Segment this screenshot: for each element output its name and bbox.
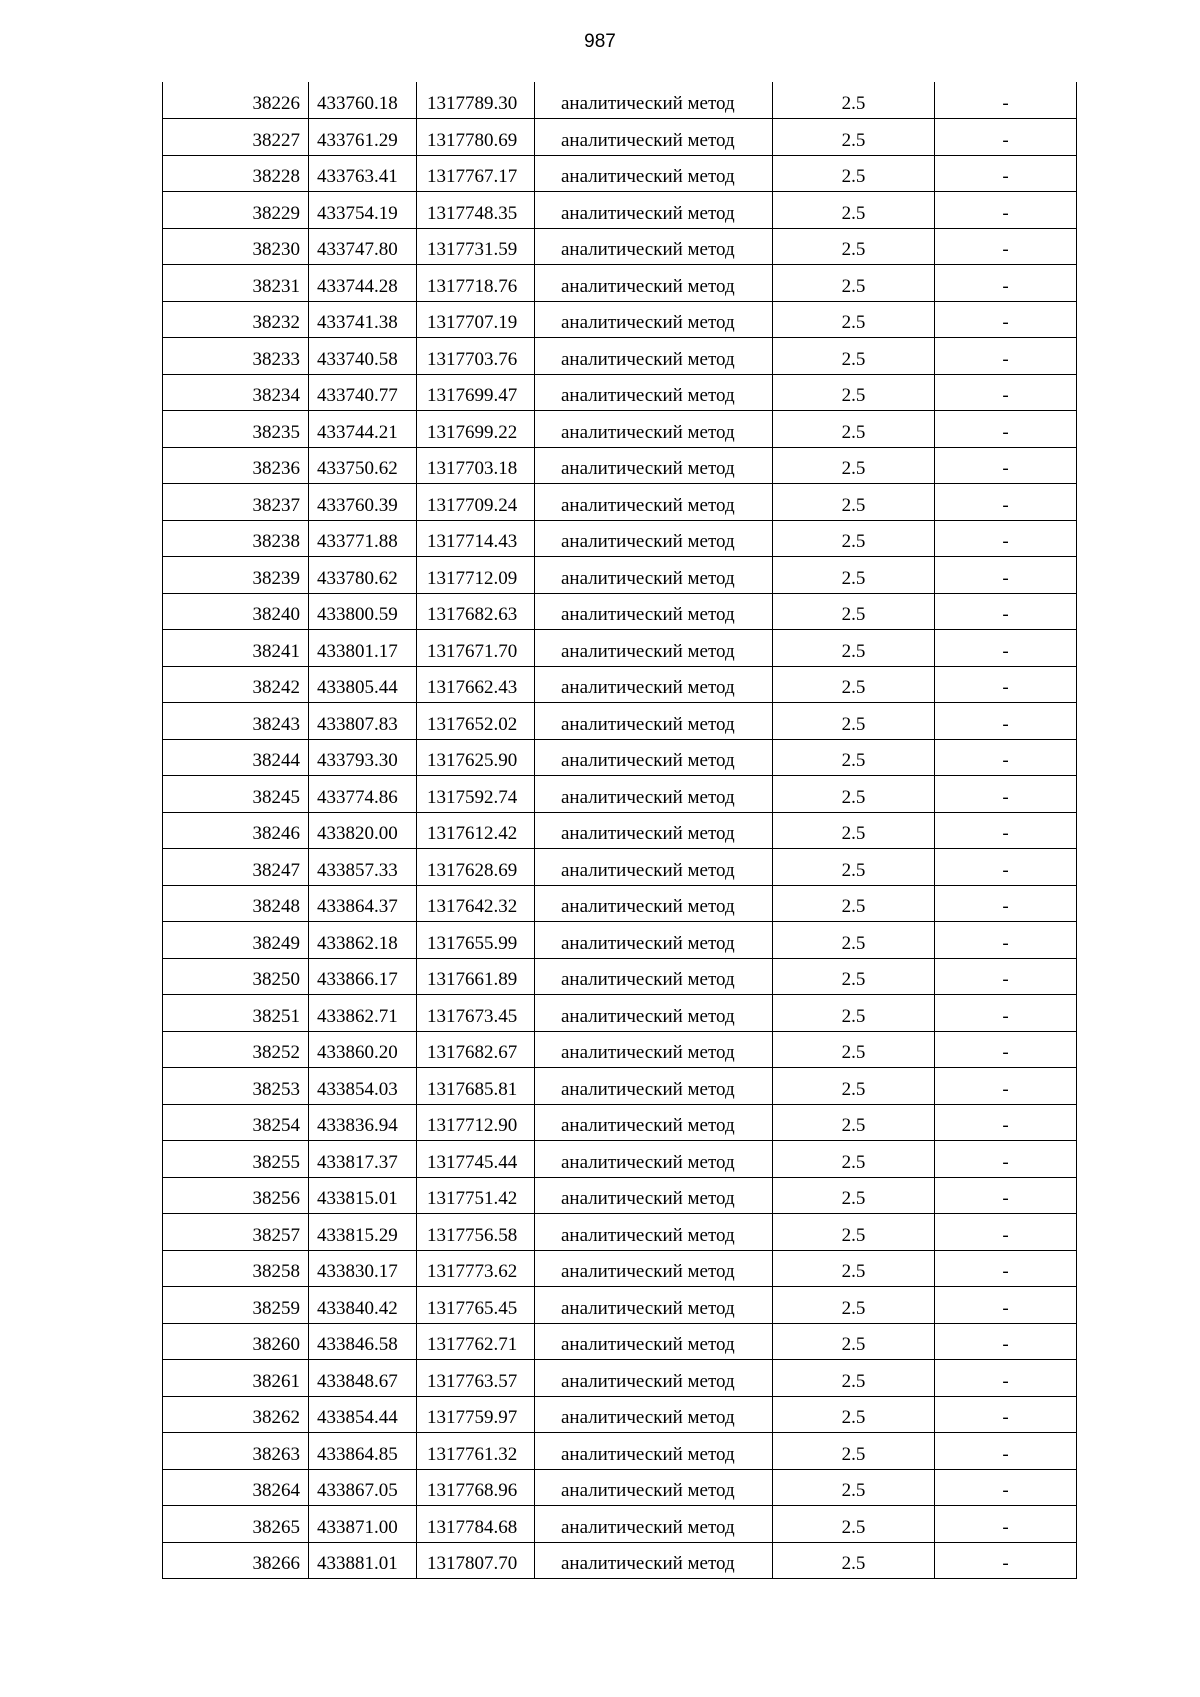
note-cell: - bbox=[935, 228, 1077, 265]
y-coordinate-cell: 1317807.70 bbox=[417, 1542, 535, 1579]
table-row bbox=[163, 1433, 1077, 1470]
accuracy-cell: 2.5 bbox=[773, 922, 935, 959]
method-cell: аналитический метод bbox=[535, 739, 773, 776]
point-number-cell: 38256 bbox=[163, 1177, 309, 1214]
point-number-cell: 38261 bbox=[163, 1360, 309, 1397]
table-row bbox=[163, 703, 1077, 740]
point-number-cell: 38257 bbox=[163, 1214, 309, 1251]
y-coordinate-cell: 1317712.90 bbox=[417, 1104, 535, 1141]
point-number-cell: 38241 bbox=[163, 630, 309, 667]
note-cell: - bbox=[935, 1214, 1077, 1251]
x-coordinate-cell: 433840.42 bbox=[309, 1287, 417, 1324]
point-number-cell: 38235 bbox=[163, 411, 309, 448]
point-number-cell: 38229 bbox=[163, 192, 309, 229]
table-row bbox=[163, 447, 1077, 484]
method-cell: аналитический метод bbox=[535, 922, 773, 959]
accuracy-cell: 2.5 bbox=[773, 338, 935, 375]
y-coordinate-cell: 1317780.69 bbox=[417, 119, 535, 156]
y-coordinate-cell: 1317718.76 bbox=[417, 265, 535, 302]
note-cell: - bbox=[935, 885, 1077, 922]
y-coordinate-cell: 1317768.96 bbox=[417, 1469, 535, 1506]
y-coordinate-cell: 1317655.99 bbox=[417, 922, 535, 959]
y-coordinate-cell: 1317682.67 bbox=[417, 1031, 535, 1068]
method-cell: аналитический метод bbox=[535, 228, 773, 265]
table-row bbox=[163, 192, 1077, 229]
point-number-cell: 38239 bbox=[163, 557, 309, 594]
y-coordinate-cell: 1317789.30 bbox=[417, 82, 535, 119]
table-body bbox=[163, 82, 1077, 1579]
y-coordinate-cell: 1317612.42 bbox=[417, 812, 535, 849]
point-number-cell: 38247 bbox=[163, 849, 309, 886]
y-coordinate-cell: 1317699.22 bbox=[417, 411, 535, 448]
x-coordinate-cell: 433836.94 bbox=[309, 1104, 417, 1141]
x-coordinate-cell: 433864.37 bbox=[309, 885, 417, 922]
accuracy-cell: 2.5 bbox=[773, 1287, 935, 1324]
accuracy-cell: 2.5 bbox=[773, 82, 935, 119]
point-number-cell: 38255 bbox=[163, 1141, 309, 1178]
x-coordinate-cell: 433741.38 bbox=[309, 301, 417, 338]
point-number-cell: 38238 bbox=[163, 520, 309, 557]
table-row bbox=[163, 82, 1077, 119]
y-coordinate-cell: 1317712.09 bbox=[417, 557, 535, 594]
table-row bbox=[163, 1469, 1077, 1506]
point-number-cell: 38233 bbox=[163, 338, 309, 375]
x-coordinate-cell: 433760.18 bbox=[309, 82, 417, 119]
note-cell: - bbox=[935, 520, 1077, 557]
table-row bbox=[163, 1214, 1077, 1251]
x-coordinate-cell: 433862.71 bbox=[309, 995, 417, 1032]
point-number-cell: 38234 bbox=[163, 374, 309, 411]
note-cell: - bbox=[935, 557, 1077, 594]
y-coordinate-cell: 1317661.89 bbox=[417, 958, 535, 995]
accuracy-cell: 2.5 bbox=[773, 812, 935, 849]
accuracy-cell: 2.5 bbox=[773, 119, 935, 156]
method-cell: аналитический метод bbox=[535, 1250, 773, 1287]
table-row bbox=[163, 1542, 1077, 1579]
x-coordinate-cell: 433860.20 bbox=[309, 1031, 417, 1068]
point-number-cell: 38243 bbox=[163, 703, 309, 740]
method-cell: аналитический метод bbox=[535, 265, 773, 302]
y-coordinate-cell: 1317707.19 bbox=[417, 301, 535, 338]
accuracy-cell: 2.5 bbox=[773, 1506, 935, 1543]
note-cell: - bbox=[935, 447, 1077, 484]
method-cell: аналитический метод bbox=[535, 1433, 773, 1470]
x-coordinate-cell: 433862.18 bbox=[309, 922, 417, 959]
point-number-cell: 38248 bbox=[163, 885, 309, 922]
y-coordinate-cell: 1317685.81 bbox=[417, 1068, 535, 1105]
x-coordinate-cell: 433871.00 bbox=[309, 1506, 417, 1543]
accuracy-cell: 2.5 bbox=[773, 447, 935, 484]
accuracy-cell: 2.5 bbox=[773, 374, 935, 411]
method-cell: аналитический метод bbox=[535, 1031, 773, 1068]
y-coordinate-cell: 1317745.44 bbox=[417, 1141, 535, 1178]
x-coordinate-cell: 433830.17 bbox=[309, 1250, 417, 1287]
x-coordinate-cell: 433815.01 bbox=[309, 1177, 417, 1214]
x-coordinate-cell: 433761.29 bbox=[309, 119, 417, 156]
note-cell: - bbox=[935, 958, 1077, 995]
y-coordinate-cell: 1317673.45 bbox=[417, 995, 535, 1032]
x-coordinate-cell: 433857.33 bbox=[309, 849, 417, 886]
point-number-cell: 38263 bbox=[163, 1433, 309, 1470]
y-coordinate-cell: 1317671.70 bbox=[417, 630, 535, 667]
x-coordinate-cell: 433744.21 bbox=[309, 411, 417, 448]
note-cell: - bbox=[935, 1068, 1077, 1105]
table-row bbox=[163, 1287, 1077, 1324]
table-row bbox=[163, 739, 1077, 776]
y-coordinate-cell: 1317652.02 bbox=[417, 703, 535, 740]
note-cell: - bbox=[935, 812, 1077, 849]
table-row bbox=[163, 1104, 1077, 1141]
point-number-cell: 38265 bbox=[163, 1506, 309, 1543]
accuracy-cell: 2.5 bbox=[773, 301, 935, 338]
x-coordinate-cell: 433866.17 bbox=[309, 958, 417, 995]
table-row bbox=[163, 265, 1077, 302]
accuracy-cell: 2.5 bbox=[773, 958, 935, 995]
point-number-cell: 38240 bbox=[163, 593, 309, 630]
table-row bbox=[163, 776, 1077, 813]
x-coordinate-cell: 433774.86 bbox=[309, 776, 417, 813]
table-row bbox=[163, 1068, 1077, 1105]
x-coordinate-cell: 433780.62 bbox=[309, 557, 417, 594]
table-row bbox=[163, 1396, 1077, 1433]
point-number-cell: 38264 bbox=[163, 1469, 309, 1506]
method-cell: аналитический метод bbox=[535, 484, 773, 521]
x-coordinate-cell: 433760.39 bbox=[309, 484, 417, 521]
method-cell: аналитический метод bbox=[535, 1068, 773, 1105]
x-coordinate-cell: 433750.62 bbox=[309, 447, 417, 484]
accuracy-cell: 2.5 bbox=[773, 1250, 935, 1287]
note-cell: - bbox=[935, 1250, 1077, 1287]
method-cell: аналитический метод bbox=[535, 630, 773, 667]
y-coordinate-cell: 1317765.45 bbox=[417, 1287, 535, 1324]
note-cell: - bbox=[935, 739, 1077, 776]
y-coordinate-cell: 1317662.43 bbox=[417, 666, 535, 703]
table-row bbox=[163, 557, 1077, 594]
note-cell: - bbox=[935, 703, 1077, 740]
page-number: 987 bbox=[584, 31, 616, 52]
accuracy-cell: 2.5 bbox=[773, 593, 935, 630]
table-row bbox=[163, 593, 1077, 630]
note-cell: - bbox=[935, 1141, 1077, 1178]
note-cell: - bbox=[935, 82, 1077, 119]
accuracy-cell: 2.5 bbox=[773, 849, 935, 886]
method-cell: аналитический метод bbox=[535, 301, 773, 338]
y-coordinate-cell: 1317748.35 bbox=[417, 192, 535, 229]
note-cell: - bbox=[935, 265, 1077, 302]
method-cell: аналитический метод bbox=[535, 411, 773, 448]
coordinates-table bbox=[162, 82, 1077, 1579]
x-coordinate-cell: 433771.88 bbox=[309, 520, 417, 557]
y-coordinate-cell: 1317703.76 bbox=[417, 338, 535, 375]
point-number-cell: 38244 bbox=[163, 739, 309, 776]
accuracy-cell: 2.5 bbox=[773, 1068, 935, 1105]
method-cell: аналитический метод bbox=[535, 593, 773, 630]
note-cell: - bbox=[935, 630, 1077, 667]
point-number-cell: 38260 bbox=[163, 1323, 309, 1360]
note-cell: - bbox=[935, 666, 1077, 703]
x-coordinate-cell: 433800.59 bbox=[309, 593, 417, 630]
point-number-cell: 38231 bbox=[163, 265, 309, 302]
point-number-cell: 38242 bbox=[163, 666, 309, 703]
accuracy-cell: 2.5 bbox=[773, 557, 935, 594]
table-row bbox=[163, 1323, 1077, 1360]
table-row bbox=[163, 1031, 1077, 1068]
y-coordinate-cell: 1317763.57 bbox=[417, 1360, 535, 1397]
accuracy-cell: 2.5 bbox=[773, 703, 935, 740]
accuracy-cell: 2.5 bbox=[773, 885, 935, 922]
accuracy-cell: 2.5 bbox=[773, 155, 935, 192]
point-number-cell: 38236 bbox=[163, 447, 309, 484]
y-coordinate-cell: 1317642.32 bbox=[417, 885, 535, 922]
point-number-cell: 38253 bbox=[163, 1068, 309, 1105]
x-coordinate-cell: 433846.58 bbox=[309, 1323, 417, 1360]
x-coordinate-cell: 433881.01 bbox=[309, 1542, 417, 1579]
x-coordinate-cell: 433805.44 bbox=[309, 666, 417, 703]
method-cell: аналитический метод bbox=[535, 82, 773, 119]
point-number-cell: 38245 bbox=[163, 776, 309, 813]
note-cell: - bbox=[935, 155, 1077, 192]
y-coordinate-cell: 1317699.47 bbox=[417, 374, 535, 411]
method-cell: аналитический метод bbox=[535, 192, 773, 229]
method-cell: аналитический метод bbox=[535, 995, 773, 1032]
x-coordinate-cell: 433848.67 bbox=[309, 1360, 417, 1397]
method-cell: аналитический метод bbox=[535, 119, 773, 156]
x-coordinate-cell: 433801.17 bbox=[309, 630, 417, 667]
point-number-cell: 38252 bbox=[163, 1031, 309, 1068]
x-coordinate-cell: 433817.37 bbox=[309, 1141, 417, 1178]
accuracy-cell: 2.5 bbox=[773, 1360, 935, 1397]
point-number-cell: 38228 bbox=[163, 155, 309, 192]
accuracy-cell: 2.5 bbox=[773, 520, 935, 557]
note-cell: - bbox=[935, 1031, 1077, 1068]
x-coordinate-cell: 433754.19 bbox=[309, 192, 417, 229]
table-row bbox=[163, 520, 1077, 557]
y-coordinate-cell: 1317759.97 bbox=[417, 1396, 535, 1433]
accuracy-cell: 2.5 bbox=[773, 776, 935, 813]
y-coordinate-cell: 1317773.62 bbox=[417, 1250, 535, 1287]
point-number-cell: 38259 bbox=[163, 1287, 309, 1324]
note-cell: - bbox=[935, 301, 1077, 338]
table-row bbox=[163, 812, 1077, 849]
table-row bbox=[163, 885, 1077, 922]
point-number-cell: 38254 bbox=[163, 1104, 309, 1141]
x-coordinate-cell: 433744.28 bbox=[309, 265, 417, 302]
y-coordinate-cell: 1317628.69 bbox=[417, 849, 535, 886]
note-cell: - bbox=[935, 1433, 1077, 1470]
method-cell: аналитический метод bbox=[535, 447, 773, 484]
point-number-cell: 38232 bbox=[163, 301, 309, 338]
method-cell: аналитический метод bbox=[535, 1177, 773, 1214]
note-cell: - bbox=[935, 338, 1077, 375]
y-coordinate-cell: 1317767.17 bbox=[417, 155, 535, 192]
method-cell: аналитический метод bbox=[535, 338, 773, 375]
accuracy-cell: 2.5 bbox=[773, 1104, 935, 1141]
x-coordinate-cell: 433763.41 bbox=[309, 155, 417, 192]
table-row bbox=[163, 1506, 1077, 1543]
method-cell: аналитический метод bbox=[535, 958, 773, 995]
note-cell: - bbox=[935, 922, 1077, 959]
point-number-cell: 38251 bbox=[163, 995, 309, 1032]
method-cell: аналитический метод bbox=[535, 374, 773, 411]
note-cell: - bbox=[935, 1323, 1077, 1360]
note-cell: - bbox=[935, 374, 1077, 411]
accuracy-cell: 2.5 bbox=[773, 1031, 935, 1068]
x-coordinate-cell: 433867.05 bbox=[309, 1469, 417, 1506]
note-cell: - bbox=[935, 995, 1077, 1032]
method-cell: аналитический метод bbox=[535, 1360, 773, 1397]
table-row bbox=[163, 119, 1077, 156]
table-row bbox=[163, 995, 1077, 1032]
method-cell: аналитический метод bbox=[535, 520, 773, 557]
note-cell: - bbox=[935, 1287, 1077, 1324]
y-coordinate-cell: 1317756.58 bbox=[417, 1214, 535, 1251]
note-cell: - bbox=[935, 1104, 1077, 1141]
table-row bbox=[163, 374, 1077, 411]
note-cell: - bbox=[935, 1396, 1077, 1433]
point-number-cell: 38249 bbox=[163, 922, 309, 959]
accuracy-cell: 2.5 bbox=[773, 666, 935, 703]
note-cell: - bbox=[935, 1177, 1077, 1214]
y-coordinate-cell: 1317709.24 bbox=[417, 484, 535, 521]
method-cell: аналитический метод bbox=[535, 1542, 773, 1579]
accuracy-cell: 2.5 bbox=[773, 1433, 935, 1470]
x-coordinate-cell: 433740.58 bbox=[309, 338, 417, 375]
method-cell: аналитический метод bbox=[535, 1396, 773, 1433]
method-cell: аналитический метод bbox=[535, 703, 773, 740]
table-row bbox=[163, 666, 1077, 703]
note-cell: - bbox=[935, 593, 1077, 630]
point-number-cell: 38237 bbox=[163, 484, 309, 521]
note-cell: - bbox=[935, 1469, 1077, 1506]
accuracy-cell: 2.5 bbox=[773, 995, 935, 1032]
x-coordinate-cell: 433807.83 bbox=[309, 703, 417, 740]
x-coordinate-cell: 433864.85 bbox=[309, 1433, 417, 1470]
point-number-cell: 38258 bbox=[163, 1250, 309, 1287]
note-cell: - bbox=[935, 411, 1077, 448]
point-number-cell: 38226 bbox=[163, 82, 309, 119]
x-coordinate-cell: 433854.44 bbox=[309, 1396, 417, 1433]
y-coordinate-cell: 1317682.63 bbox=[417, 593, 535, 630]
method-cell: аналитический метод bbox=[535, 776, 773, 813]
table-row bbox=[163, 338, 1077, 375]
method-cell: аналитический метод bbox=[535, 1287, 773, 1324]
accuracy-cell: 2.5 bbox=[773, 1469, 935, 1506]
table-row bbox=[163, 630, 1077, 667]
y-coordinate-cell: 1317751.42 bbox=[417, 1177, 535, 1214]
x-coordinate-cell: 433854.03 bbox=[309, 1068, 417, 1105]
accuracy-cell: 2.5 bbox=[773, 1323, 935, 1360]
method-cell: аналитический метод bbox=[535, 666, 773, 703]
point-number-cell: 38246 bbox=[163, 812, 309, 849]
point-number-cell: 38227 bbox=[163, 119, 309, 156]
note-cell: - bbox=[935, 1360, 1077, 1397]
x-coordinate-cell: 433747.80 bbox=[309, 228, 417, 265]
table-row bbox=[163, 958, 1077, 995]
method-cell: аналитический метод bbox=[535, 155, 773, 192]
y-coordinate-cell: 1317731.59 bbox=[417, 228, 535, 265]
point-number-cell: 38262 bbox=[163, 1396, 309, 1433]
note-cell: - bbox=[935, 849, 1077, 886]
method-cell: аналитический метод bbox=[535, 1141, 773, 1178]
note-cell: - bbox=[935, 119, 1077, 156]
table-row bbox=[163, 301, 1077, 338]
table-row bbox=[163, 228, 1077, 265]
accuracy-cell: 2.5 bbox=[773, 228, 935, 265]
accuracy-cell: 2.5 bbox=[773, 1396, 935, 1433]
note-cell: - bbox=[935, 1506, 1077, 1543]
y-coordinate-cell: 1317714.43 bbox=[417, 520, 535, 557]
table-row bbox=[163, 1141, 1077, 1178]
accuracy-cell: 2.5 bbox=[773, 1177, 935, 1214]
table-row bbox=[163, 411, 1077, 448]
method-cell: аналитический метод bbox=[535, 1469, 773, 1506]
accuracy-cell: 2.5 bbox=[773, 1214, 935, 1251]
method-cell: аналитический метод bbox=[535, 885, 773, 922]
accuracy-cell: 2.5 bbox=[773, 1542, 935, 1579]
table-row bbox=[163, 849, 1077, 886]
table-row bbox=[163, 1177, 1077, 1214]
accuracy-cell: 2.5 bbox=[773, 739, 935, 776]
point-number-cell: 38266 bbox=[163, 1542, 309, 1579]
accuracy-cell: 2.5 bbox=[773, 265, 935, 302]
table-row bbox=[163, 484, 1077, 521]
table-row bbox=[163, 922, 1077, 959]
note-cell: - bbox=[935, 192, 1077, 229]
note-cell: - bbox=[935, 1542, 1077, 1579]
x-coordinate-cell: 433820.00 bbox=[309, 812, 417, 849]
accuracy-cell: 2.5 bbox=[773, 1141, 935, 1178]
table-row bbox=[163, 155, 1077, 192]
method-cell: аналитический метод bbox=[535, 1506, 773, 1543]
method-cell: аналитический метод bbox=[535, 1104, 773, 1141]
note-cell: - bbox=[935, 484, 1077, 521]
y-coordinate-cell: 1317762.71 bbox=[417, 1323, 535, 1360]
x-coordinate-cell: 433740.77 bbox=[309, 374, 417, 411]
method-cell: аналитический метод bbox=[535, 1323, 773, 1360]
accuracy-cell: 2.5 bbox=[773, 192, 935, 229]
table-row bbox=[163, 1250, 1077, 1287]
method-cell: аналитический метод bbox=[535, 849, 773, 886]
note-cell: - bbox=[935, 776, 1077, 813]
accuracy-cell: 2.5 bbox=[773, 411, 935, 448]
y-coordinate-cell: 1317784.68 bbox=[417, 1506, 535, 1543]
y-coordinate-cell: 1317761.32 bbox=[417, 1433, 535, 1470]
table-row bbox=[163, 1360, 1077, 1397]
y-coordinate-cell: 1317703.18 bbox=[417, 447, 535, 484]
method-cell: аналитический метод bbox=[535, 812, 773, 849]
accuracy-cell: 2.5 bbox=[773, 630, 935, 667]
x-coordinate-cell: 433815.29 bbox=[309, 1214, 417, 1251]
point-number-cell: 38250 bbox=[163, 958, 309, 995]
y-coordinate-cell: 1317625.90 bbox=[417, 739, 535, 776]
x-coordinate-cell: 433793.30 bbox=[309, 739, 417, 776]
method-cell: аналитический метод bbox=[535, 1214, 773, 1251]
y-coordinate-cell: 1317592.74 bbox=[417, 776, 535, 813]
method-cell: аналитический метод bbox=[535, 557, 773, 594]
accuracy-cell: 2.5 bbox=[773, 484, 935, 521]
point-number-cell: 38230 bbox=[163, 228, 309, 265]
